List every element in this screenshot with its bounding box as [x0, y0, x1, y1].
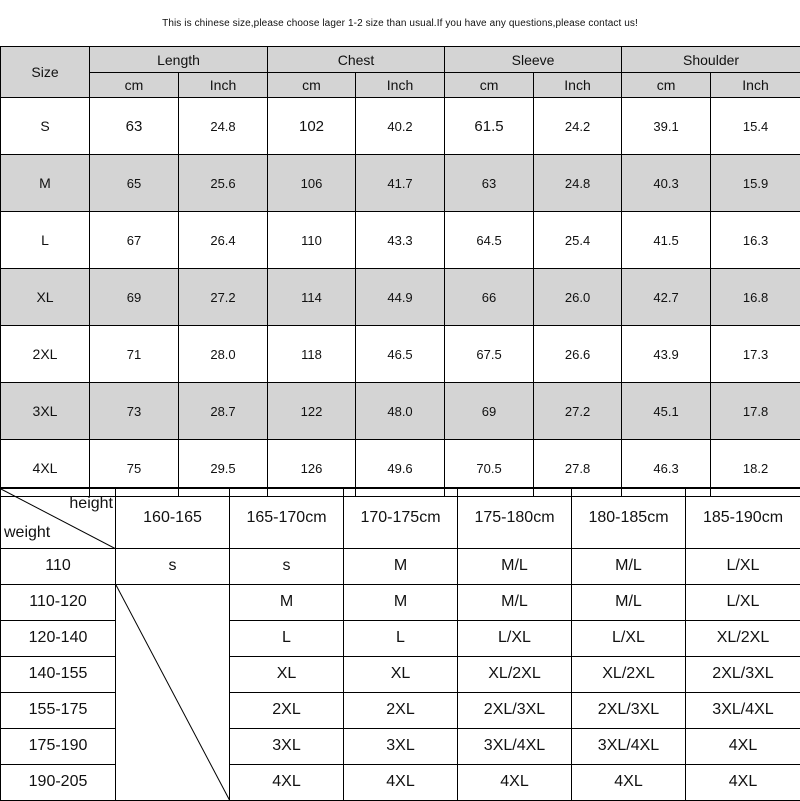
size-row	[1, 383, 800, 440]
unit-header: cm	[90, 73, 179, 98]
measurement-cell: 64.5	[445, 212, 534, 269]
size-recommendation: 3XL/4XL	[572, 728, 686, 764]
measurement-cell: 67	[90, 212, 179, 269]
measurement-cell: 46.5	[356, 326, 445, 383]
size-recommendation: 3XL	[230, 728, 344, 764]
size-recommendation: L	[230, 620, 344, 656]
height-weight-table	[0, 487, 800, 801]
measurement-cell: 65	[90, 155, 179, 212]
measurement-cell: 63	[90, 98, 179, 155]
measurement-cell: 73	[90, 383, 179, 440]
size-row	[1, 269, 800, 326]
size-recommendation: XL/2XL	[686, 620, 800, 656]
weight-range: 110-120	[1, 584, 116, 620]
height-weight-corner-cell	[1, 488, 116, 548]
unit-header: Inch	[711, 73, 800, 98]
size-label: 4XL	[1, 440, 90, 497]
measurement-cell: 16.8	[711, 269, 800, 326]
size-recommendation: 2XL/3XL	[686, 656, 800, 692]
measurement-cell: 26.4	[179, 212, 268, 269]
measurement-cell: 24.8	[179, 98, 268, 155]
measurement-cell: 67.5	[445, 326, 534, 383]
size-recommendation: L/XL	[686, 584, 800, 620]
unit-header: Inch	[179, 73, 268, 98]
size-recommendation: M/L	[458, 584, 572, 620]
measurement-cell: 17.3	[711, 326, 800, 383]
size-recommendation: L/XL	[686, 548, 800, 584]
measurement-cell: 25.4	[534, 212, 622, 269]
size-recommendation: 4XL	[230, 764, 344, 800]
group-header-length: Length	[90, 47, 268, 73]
weight-range: 175-190	[1, 728, 116, 764]
size-recommendation: L/XL	[458, 620, 572, 656]
size-recommendation: 2XL	[344, 692, 458, 728]
size-recommendation: 4XL	[686, 764, 800, 800]
measurement-cell: 16.3	[711, 212, 800, 269]
size-label: 3XL	[1, 383, 90, 440]
size-column-header: Size	[1, 47, 90, 98]
height-range-header: 180-185cm	[572, 488, 686, 548]
measurement-cell: 27.2	[534, 383, 622, 440]
measurement-cell: 43.3	[356, 212, 445, 269]
measurement-cell: 48.0	[356, 383, 445, 440]
measurement-cell: 15.9	[711, 155, 800, 212]
size-label: S	[1, 98, 90, 155]
size-recommendation: L/XL	[572, 620, 686, 656]
weight-row	[1, 548, 800, 584]
measurement-cell: 40.2	[356, 98, 445, 155]
measurement-cell: 46.3	[622, 440, 711, 497]
group-header-chest: Chest	[268, 47, 445, 73]
measurement-cell: 27.2	[179, 269, 268, 326]
height-range-header: 170-175cm	[344, 488, 458, 548]
height-range-header: 175-180cm	[458, 488, 572, 548]
measurement-cell: 27.8	[534, 440, 622, 497]
height-label: height	[69, 495, 113, 513]
measurement-cell: 28.7	[179, 383, 268, 440]
size-row	[1, 98, 800, 155]
unit-header: Inch	[356, 73, 445, 98]
unit-header: Inch	[534, 73, 622, 98]
measurement-cell: 69	[90, 269, 179, 326]
measurement-cell: 41.7	[356, 155, 445, 212]
measurement-cell: 24.8	[534, 155, 622, 212]
height-range-header: 160-165	[116, 488, 230, 548]
size-recommendation: L	[344, 620, 458, 656]
size-row	[1, 326, 800, 383]
size-recommendation: M	[344, 584, 458, 620]
size-recommendation: M/L	[572, 548, 686, 584]
measurement-cell: 114	[268, 269, 356, 326]
height-range-header: 185-190cm	[686, 488, 800, 548]
measurement-cell: 102	[268, 98, 356, 155]
unit-header: cm	[622, 73, 711, 98]
measurement-cell: 25.6	[179, 155, 268, 212]
group-header-sleeve: Sleeve	[445, 47, 622, 73]
size-notice: This is chinese size,please choose lager 1-2 size than usual.If you have any questions,please contact us!	[0, 0, 800, 46]
measurement-cell: 18.2	[711, 440, 800, 497]
weight-row	[1, 584, 800, 620]
measurement-cell: 28.0	[179, 326, 268, 383]
measurement-cell: 41.5	[622, 212, 711, 269]
measurement-cell: 106	[268, 155, 356, 212]
size-label: M	[1, 155, 90, 212]
size-row	[1, 212, 800, 269]
measurement-cell: 44.9	[356, 269, 445, 326]
weight-range: 120-140	[1, 620, 116, 656]
weight-range: 190-205	[1, 764, 116, 800]
measurement-cell: 70.5	[445, 440, 534, 497]
size-recommendation: 2XL/3XL	[572, 692, 686, 728]
size-recommendation: XL/2XL	[572, 656, 686, 692]
measurement-cell: 63	[445, 155, 534, 212]
measurement-cell: 26.6	[534, 326, 622, 383]
size-label: L	[1, 212, 90, 269]
measurement-cell: 126	[268, 440, 356, 497]
size-recommendation: 4XL	[572, 764, 686, 800]
measurement-cell: 66	[445, 269, 534, 326]
size-recommendation: 4XL	[458, 764, 572, 800]
unit-header: cm	[268, 73, 356, 98]
size-recommendation: 4XL	[344, 764, 458, 800]
size-row	[1, 155, 800, 212]
measurement-cell: 118	[268, 326, 356, 383]
size-recommendation: 3XL/4XL	[458, 728, 572, 764]
measurement-cell: 69	[445, 383, 534, 440]
size-recommendation: 2XL	[230, 692, 344, 728]
measurement-cell: 43.9	[622, 326, 711, 383]
group-header-shoulder: Shoulder	[622, 47, 800, 73]
size-recommendation: M/L	[458, 548, 572, 584]
measurement-cell: 40.3	[622, 155, 711, 212]
size-label: 2XL	[1, 326, 90, 383]
measurement-cell: 42.7	[622, 269, 711, 326]
weight-range: 155-175	[1, 692, 116, 728]
measurement-cell: 17.8	[711, 383, 800, 440]
height-range-header: 165-170cm	[230, 488, 344, 548]
size-recommendation: 2XL/3XL	[458, 692, 572, 728]
measurement-cell: 110	[268, 212, 356, 269]
measurement-cell: 24.2	[534, 98, 622, 155]
measurement-cell: 29.5	[179, 440, 268, 497]
measurement-cell: 75	[90, 440, 179, 497]
weight-range: 110	[1, 548, 116, 584]
weight-label: weight	[4, 524, 50, 542]
size-recommendation: XL	[230, 656, 344, 692]
unit-header: cm	[445, 73, 534, 98]
weight-range: 140-155	[1, 656, 116, 692]
measurement-cell: 26.0	[534, 269, 622, 326]
not-applicable-cell	[116, 584, 230, 800]
measurement-cell: 49.6	[356, 440, 445, 497]
size-recommendation: 3XL/4XL	[686, 692, 800, 728]
size-recommendation: s	[230, 548, 344, 584]
size-recommendation: M/L	[572, 584, 686, 620]
measurement-cell: 39.1	[622, 98, 711, 155]
not-applicable-diagonal	[116, 585, 230, 801]
size-recommendation: XL	[344, 656, 458, 692]
size-measurement-table	[0, 46, 800, 497]
size-recommendation: 4XL	[686, 728, 800, 764]
size-recommendation: XL/2XL	[458, 656, 572, 692]
measurement-cell: 45.1	[622, 383, 711, 440]
measurement-cell: 15.4	[711, 98, 800, 155]
measurement-cell: 71	[90, 326, 179, 383]
size-label: XL	[1, 269, 90, 326]
size-recommendation: M	[230, 584, 344, 620]
measurement-cell: 122	[268, 383, 356, 440]
size-recommendation: M	[344, 548, 458, 584]
measurement-cell: 61.5	[445, 98, 534, 155]
size-recommendation: 3XL	[344, 728, 458, 764]
unit-header-row	[1, 73, 800, 98]
size-recommendation: s	[116, 548, 230, 584]
